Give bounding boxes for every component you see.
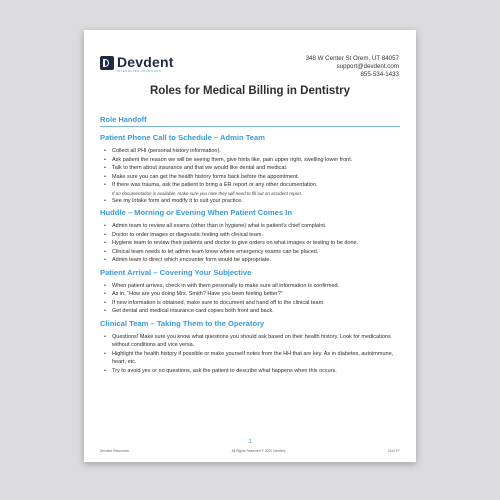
devdent-logo-icon [100,56,114,70]
page-number: 1 [248,438,252,445]
list-item: • Admin team to review all exams (other than in hygiene) what is patient's chief complaint. [100,222,400,231]
document-body [100,115,400,378]
page-footer [100,449,400,453]
contact-phone: 855-534-1433 [360,71,399,78]
logo-tagline: INTEGRATED SOLUTIONS [117,70,162,73]
contact-email: support@devdent.com [336,63,399,70]
footer-center: All Rights Reserved © 2020 Devdent [231,449,286,453]
list-item: • Try to avoid yes or no questions, ask the patient to describe what happens when this occurs. [100,367,400,376]
italic-note: If no documentation is available, make sure you note they will need to fill out an accident report. [112,190,303,196]
list-item: • Doctor to order images or diagnostic testing with clinical team. [100,231,400,240]
list-item: • As in, “How are you doing Mrs. Smith? Have you been feeling better?” [100,290,400,299]
list-item: • If there was trauma, ask the patient to bring a ER report or any other documentation. [100,181,400,190]
contact-block [306,55,399,79]
devdent-logo [100,55,174,75]
section-huddle [100,208,400,265]
section-phone-call [100,133,400,205]
list-item: • Highlight the health history if possible or make yourself notes from the HH that are key. As in diabetes, autoimmune, heart, etc. [100,350,400,367]
list-item: • See my intake form and modify it to suit your practice. [100,197,400,206]
section-title: Clinical Team – Taking Them to the Operatory [100,318,265,328]
list-item: • When patient arrives, check in with them personally to make sure all information is confirmed. [100,282,400,291]
section-title: Patient Arrival – Covering Your Subjective [100,267,252,277]
role-handoff-heading: Role Handoff [100,115,400,127]
list-item: • Ask patient the reason we will be seeing them, give hints like, pain upper right, swelling lower front. [100,156,400,165]
footer-left: Devdent Resources [100,449,129,453]
document-title: Roles for Medical Billing in Dentistry [149,85,350,97]
list-item: • Get dental and medical insurance card copies both front and back. [100,307,400,316]
list-item: • Questions! Make sure you know what questions you should ask based on their health history. Look for medications without conditions and vice versa. [100,333,400,350]
section-title: Patient Phone Call to Schedule – Admin Team [100,133,265,142]
section-clinical-team [100,319,400,376]
list-item: • Collect all PHI (personal history information). [100,147,400,156]
list-item: • Clinical team needs to let admin team know where emergency exams can be placed. [100,248,400,257]
footer-right: 1110 FY [388,449,400,453]
list-item: • Make sure you can get the health history forms back before the appointment. [100,173,400,182]
contact-address: 348 W Center St Orem, UT 84057 [305,55,399,62]
list-item: • If new information is obtained, make sure to document and hand off to the clinical team. [100,299,400,308]
section-title: Huddle – Morning or Evening When Patient Comes In [100,208,292,217]
list-item: • Talk to them about insurance and that we would like dental and medical. [100,164,400,173]
document-page [84,30,416,462]
list-item: • Hygiene team to review their patients and doctor to give orders on what images or testing to be done. [100,239,400,248]
list-item: • Admin team to direct which encounter form would be appropriate. [100,256,400,265]
section-patient-arrival [100,268,400,316]
logo-name: Devdent [117,54,174,70]
